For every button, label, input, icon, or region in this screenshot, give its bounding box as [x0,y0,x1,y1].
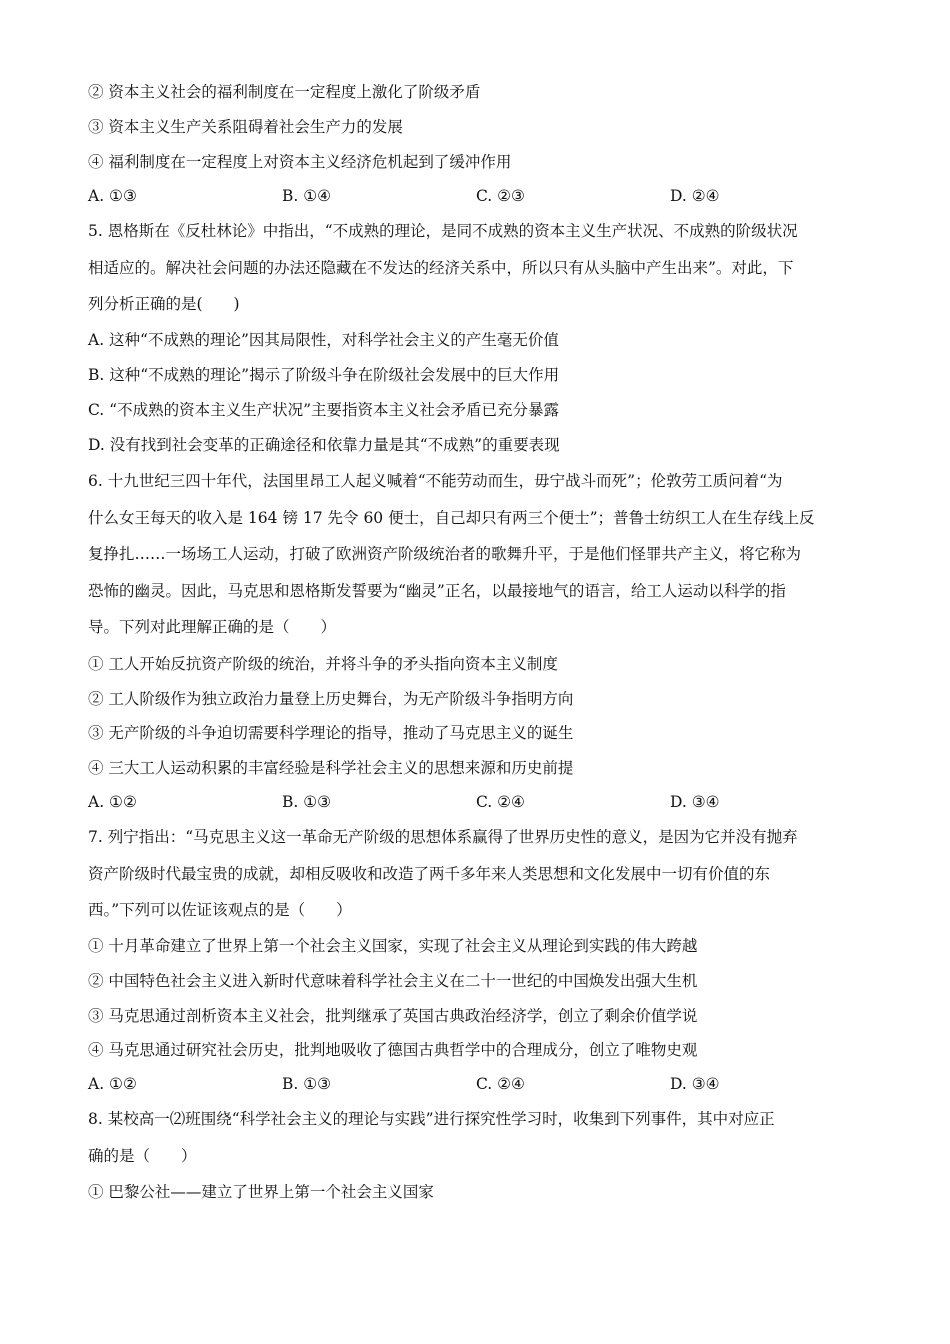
q6-statement-3: ③ 无产阶级的斗争迫切需要科学理论的指导，推动了马克思主义的诞生 [88,724,574,742]
q8-stem-line-1: 8. 某校高一⑵班围绕“科学社会主义的理论与实践”进行探究性学习时，收集到下列事件，其中对应正 [88,1110,775,1128]
q7-options [88,1074,868,1094]
q6-stem-line-5: 导。下列对此理解正确的是（ ） [88,618,337,636]
q7-statement-1: ① 十月革命建立了世界上第一个社会主义国家，实现了社会主义从理论到实践的伟大跨越 [88,937,698,955]
q8-statement-1: ① 巴黎公社——建立了世界上第一个社会主义国家 [88,1183,434,1201]
q6-stem-line-4: 恐怖的幽灵。因此，马克思和恩格斯发誓要为“幽灵”正名，以最接地气的语言，给工人运动以科学的指 [88,582,786,600]
q7-statement-3: ③ 马克思通过剖析资本主义社会，批判继承了英国古典政治经济学，创立了剩余价值学说 [88,1007,698,1025]
q6-option-d[interactable]: D. ③④ [670,793,720,811]
q6-statement-2: ② 工人阶级作为独立政治力量登上历史舞台，为无产阶级斗争指明方向 [88,690,574,708]
q6-statement-4: ④ 三大工人运动积累的丰富经验是科学社会主义的思想来源和历史前提 [88,759,574,777]
q4-statement-2: ② 资本主义社会的福利制度在一定程度上激化了阶级矛盾 [88,83,481,101]
q4-option-a[interactable]: A. ①③ [88,187,137,205]
q7-statement-4: ④ 马克思通过研究社会历史，批判地吸收了德国古典哲学中的合理成分，创立了唯物史观 [88,1041,698,1059]
q8-stem-line-2: 确的是（ ） [88,1147,197,1165]
q5-choice-a[interactable]: A. 这种“不成熟的理论”因其局限性，对科学社会主义的产生毫无价值 [88,331,559,349]
q7-stem-line-2: 资产阶级时代最宝贵的成就，却相反吸收和改造了两千多年来人类思想和文化发展中一切有价值的东 [88,865,771,883]
q7-option-c[interactable]: C. ②④ [476,1075,525,1093]
q7-stem-line-3: 西。”下列可以佐证该观点的是（ ） [88,901,352,919]
q5-stem-line-1: 5. 恩格斯在《反杜林论》中指出，“不成熟的理论，是同不成熟的资本主义生产状况、不成熟的阶级状况 [88,222,798,240]
q6-stem-line-2: 什么女王每天的收入是 164 镑 17 先令 60 便士，自己却只有两三个便士”；普鲁士纺织工人在生存线上反 [88,509,815,527]
q7-statement-2: ② 中国特色社会主义进入新时代意味着科学社会主义在二十一世纪的中国焕发出强大生机 [88,972,698,990]
q5-choice-d[interactable]: D. 没有找到社会变革的正确途径和依靠力量是其“不成熟”的重要表现 [88,436,560,454]
q7-stem-line-1: 7. 列宁指出：“马克思主义这一革命无产阶级的思想体系赢得了世界历史性的意义，是因为它并没有抛弃 [88,828,798,846]
q6-options [88,792,868,812]
q5-stem-line-3: 列分析正确的是( ) [88,295,240,313]
q6-statement-1: ① 工人开始反抗资产阶级的统治，并将斗争的矛头指向资本主义制度 [88,655,558,673]
q5-choice-b[interactable]: B. 这种“不成熟的理论”揭示了阶级斗争在阶级社会发展中的巨大作用 [88,366,560,384]
q7-option-b[interactable]: B. ①③ [282,1075,332,1093]
q5-stem-line-2: 相适应的。解决社会问题的办法还隐藏在不发达的经济关系中，所以只有从头脑中产生出来”。对此，下 [88,259,794,277]
q4-option-d[interactable]: D. ②④ [670,187,720,205]
q4-option-b[interactable]: B. ①④ [282,187,332,205]
q7-option-a[interactable]: A. ①② [88,1075,137,1093]
q6-option-c[interactable]: C. ②④ [476,793,525,811]
q5-choice-c[interactable]: C. “不成熟的资本主义生产状况”主要指资本主义社会矛盾已充分暴露 [88,401,560,419]
q7-option-d[interactable]: D. ③④ [670,1075,720,1093]
q4-statement-3: ③ 资本主义生产关系阻碍着社会生产力的发展 [88,118,403,136]
q4-option-c[interactable]: C. ②③ [476,187,525,205]
q4-options [88,186,868,206]
q4-statement-4: ④ 福利制度在一定程度上对资本主义经济危机起到了缓冲作用 [88,153,512,171]
q6-stem-line-1: 6. 十九世纪三四十年代，法国里昂工人起义喊着“不能劳动而生，毋宁战斗而死”；伦敦劳工质问着“为 [88,472,783,490]
q6-option-a[interactable]: A. ①② [88,793,137,811]
q6-stem-line-3: 复挣扎……一场场工人运动，打破了欧洲资产阶级统治者的歌舞升平，于是他们怪罪共产主义，将它称为 [88,545,802,563]
q6-option-b[interactable]: B. ①③ [282,793,332,811]
